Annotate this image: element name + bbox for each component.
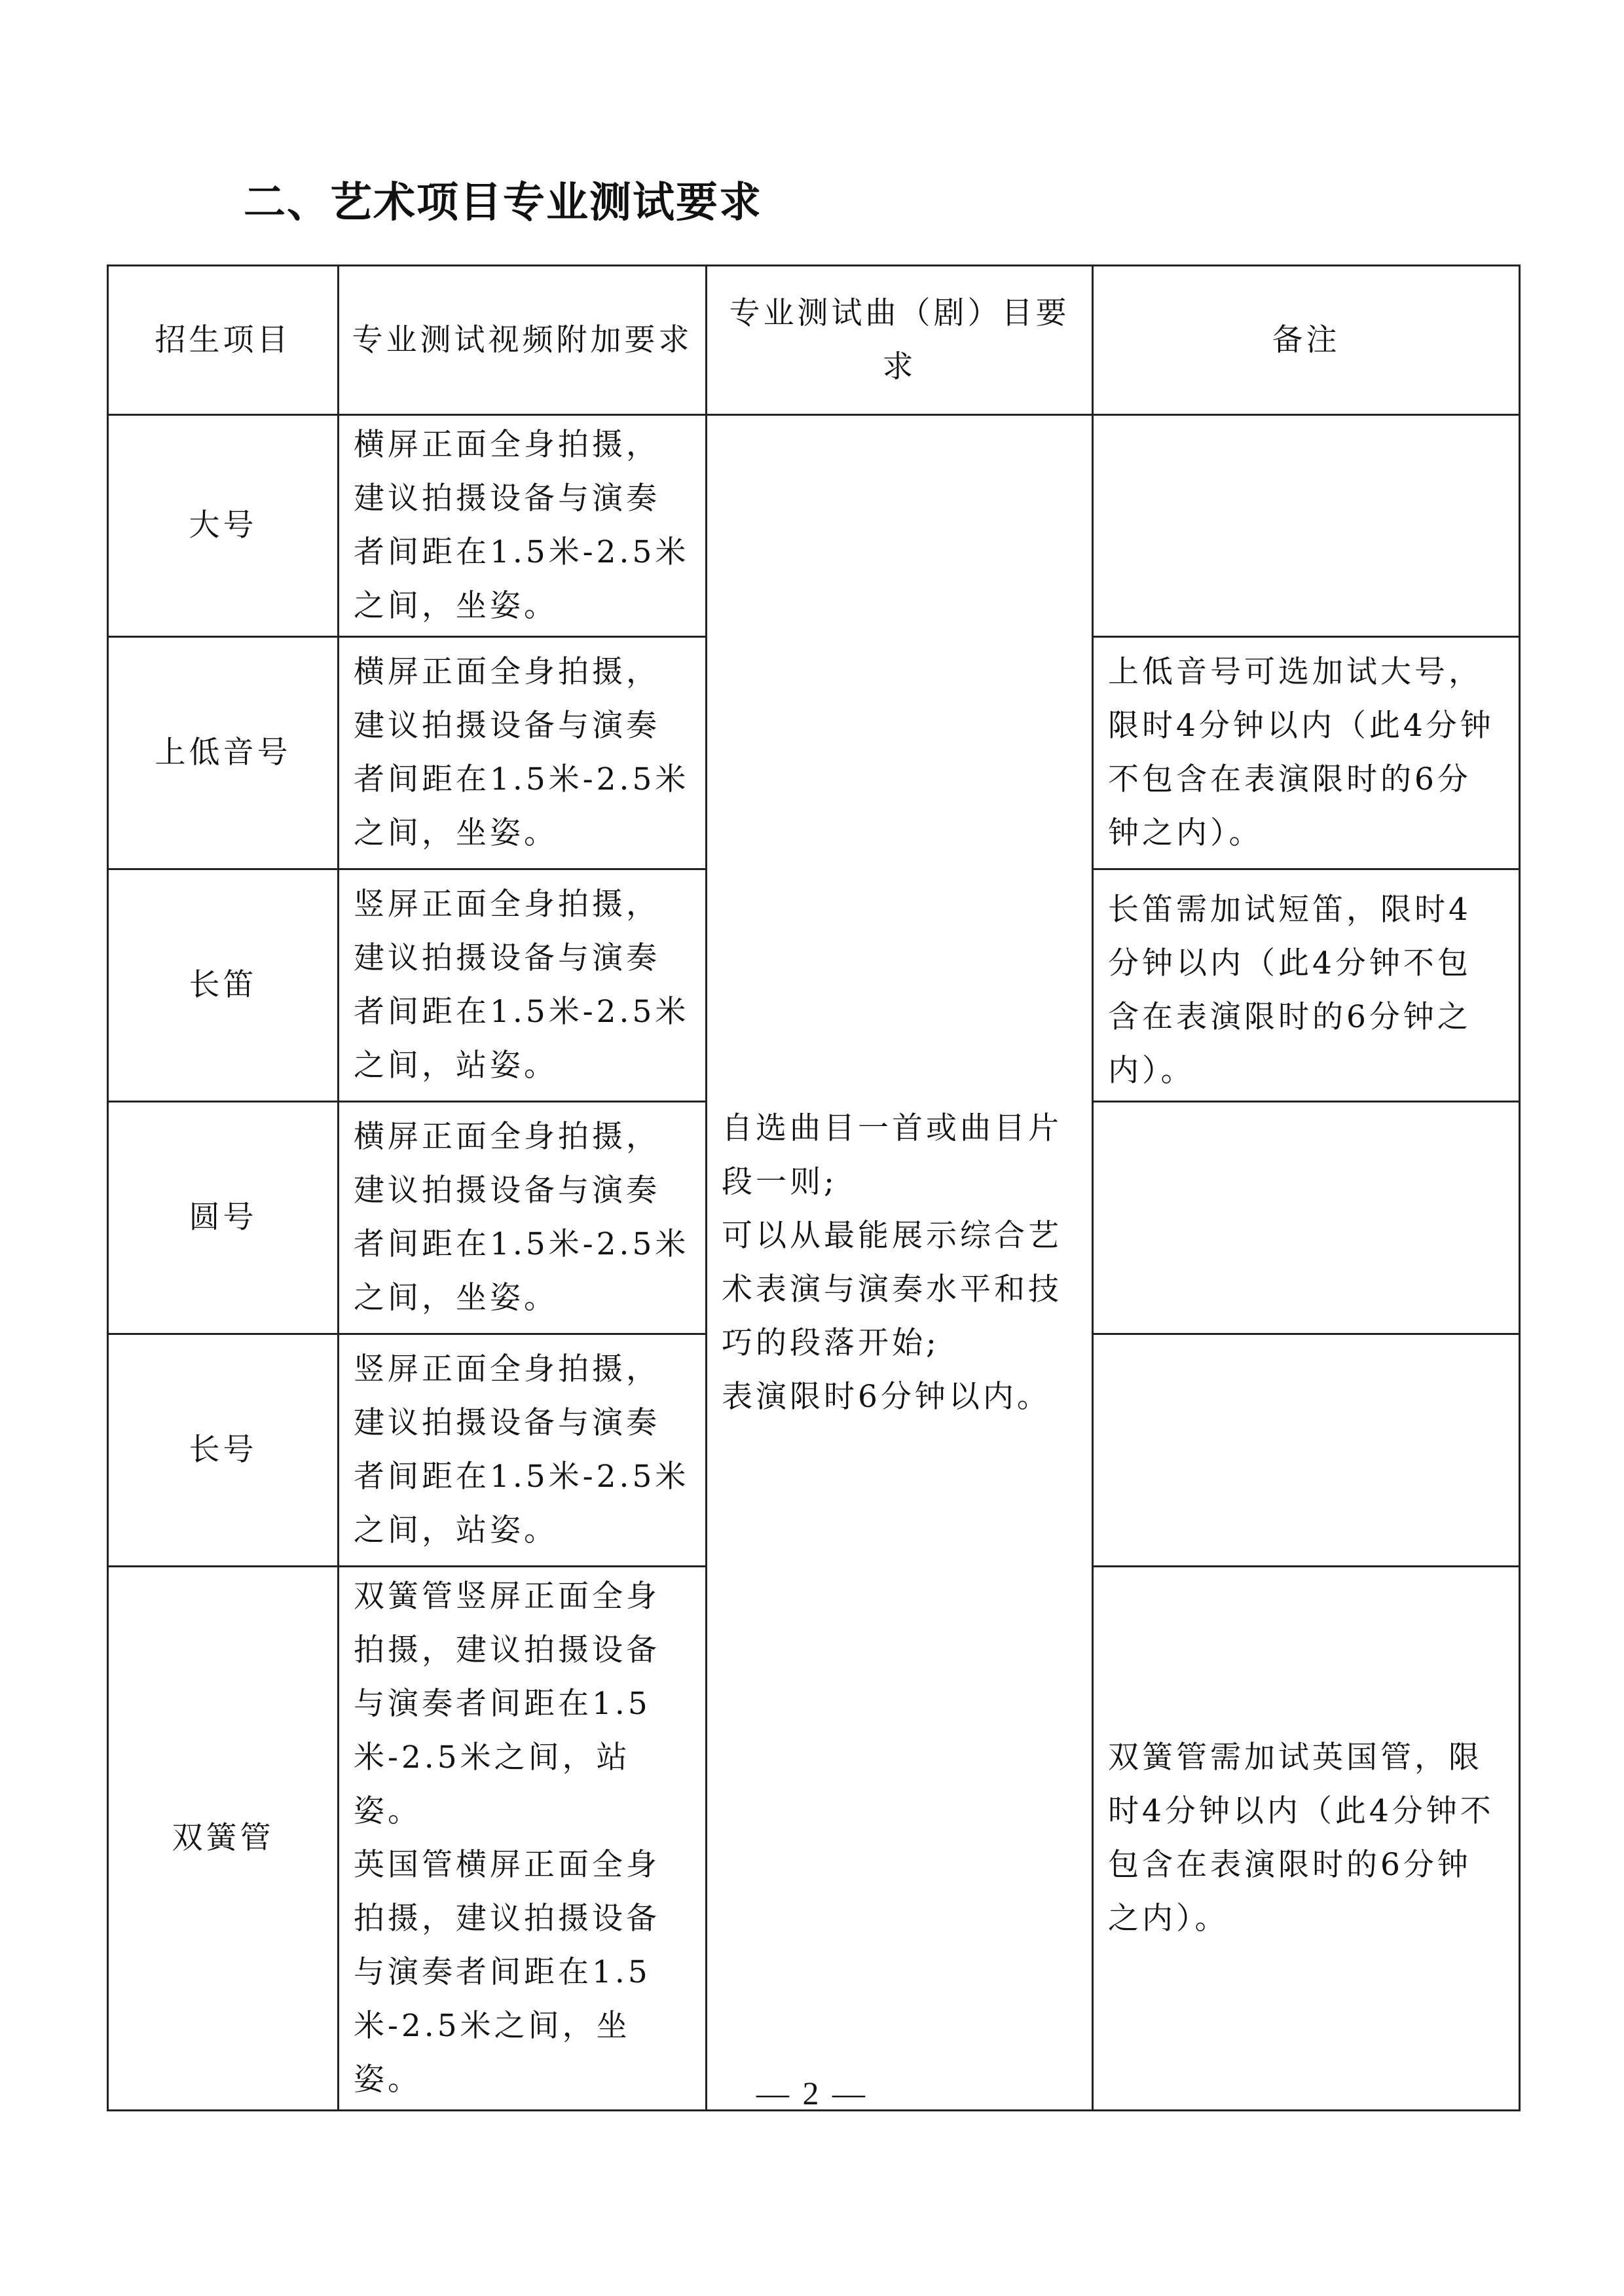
project-cell: 大号 xyxy=(108,415,339,637)
project-cell: 长号 xyxy=(108,1334,339,1567)
project-cell: 长笛 xyxy=(108,869,339,1102)
note-cell: 长笛需加试短笛，限时4分钟以内（此4分钟不包含在表演限时的6分钟之内）。 xyxy=(1093,869,1520,1102)
video-requirement-cell: 竖屏正面全身拍摄，建议拍摄设备与演奏者间距在1.5米-2.5米之间，站姿。 xyxy=(339,869,707,1102)
table-row xyxy=(108,415,1520,637)
note-cell xyxy=(1093,1102,1520,1334)
project-cell: 圆号 xyxy=(108,1102,339,1334)
note-cell: 上低音号可选加试大号，限时4分钟以内（此4分钟不包含在表演限时的6分钟之内）。 xyxy=(1093,637,1520,869)
video-requirement-cell: 横屏正面全身拍摄，建议拍摄设备与演奏者间距在1.5米-2.5米之间，坐姿。 xyxy=(339,415,707,637)
page-number-dash-right: — xyxy=(832,2075,868,2111)
page-heading: 二、艺术项目专业测试要求 xyxy=(244,179,762,227)
requirements-table xyxy=(107,264,1521,2111)
page-number-value: 2 xyxy=(802,2075,822,2111)
page-number xyxy=(0,2074,1624,2112)
header-note: 备注 xyxy=(1093,266,1520,415)
table-header-row xyxy=(108,266,1520,415)
note-cell xyxy=(1093,1334,1520,1567)
video-requirement-cell: 竖屏正面全身拍摄，建议拍摄设备与演奏者间距在1.5米-2.5米之间，站姿。 xyxy=(339,1334,707,1567)
project-cell: 双簧管 xyxy=(108,1567,339,2111)
note-cell xyxy=(1093,415,1520,637)
header-piece-requirement: 专业测试曲（剧）目要求 xyxy=(707,266,1093,415)
video-requirement-cell: 双簧管竖屏正面全身拍摄，建议拍摄设备与演奏者间距在1.5米-2.5米之间，站姿。 英国管横屏正面全身拍摄，建议拍摄设备与演奏者间距在1.5米-2.5米之间，坐姿。 xyxy=(339,1567,707,2111)
page-number-dash-left: — xyxy=(756,2075,792,2111)
video-requirement-cell: 横屏正面全身拍摄，建议拍摄设备与演奏者间距在1.5米-2.5米之间，坐姿。 xyxy=(339,1102,707,1334)
project-cell: 上低音号 xyxy=(108,637,339,869)
note-cell: 双簧管需加试英国管，限时4分钟以内（此4分钟不包含在表演限时的6分钟之内）。 xyxy=(1093,1567,1520,2111)
video-requirement-cell: 横屏正面全身拍摄，建议拍摄设备与演奏者间距在1.5米-2.5米之间，坐姿。 xyxy=(339,637,707,869)
header-video-requirement: 专业测试视频附加要求 xyxy=(339,266,707,415)
shared-piece-requirement-cell: 自选曲目一首或曲目片段一则; 可以从最能展示综合艺术表演与演奏水平和技巧的段落开始; 表演限时6分钟以内。 xyxy=(707,415,1093,2111)
header-project: 招生项目 xyxy=(108,266,339,415)
